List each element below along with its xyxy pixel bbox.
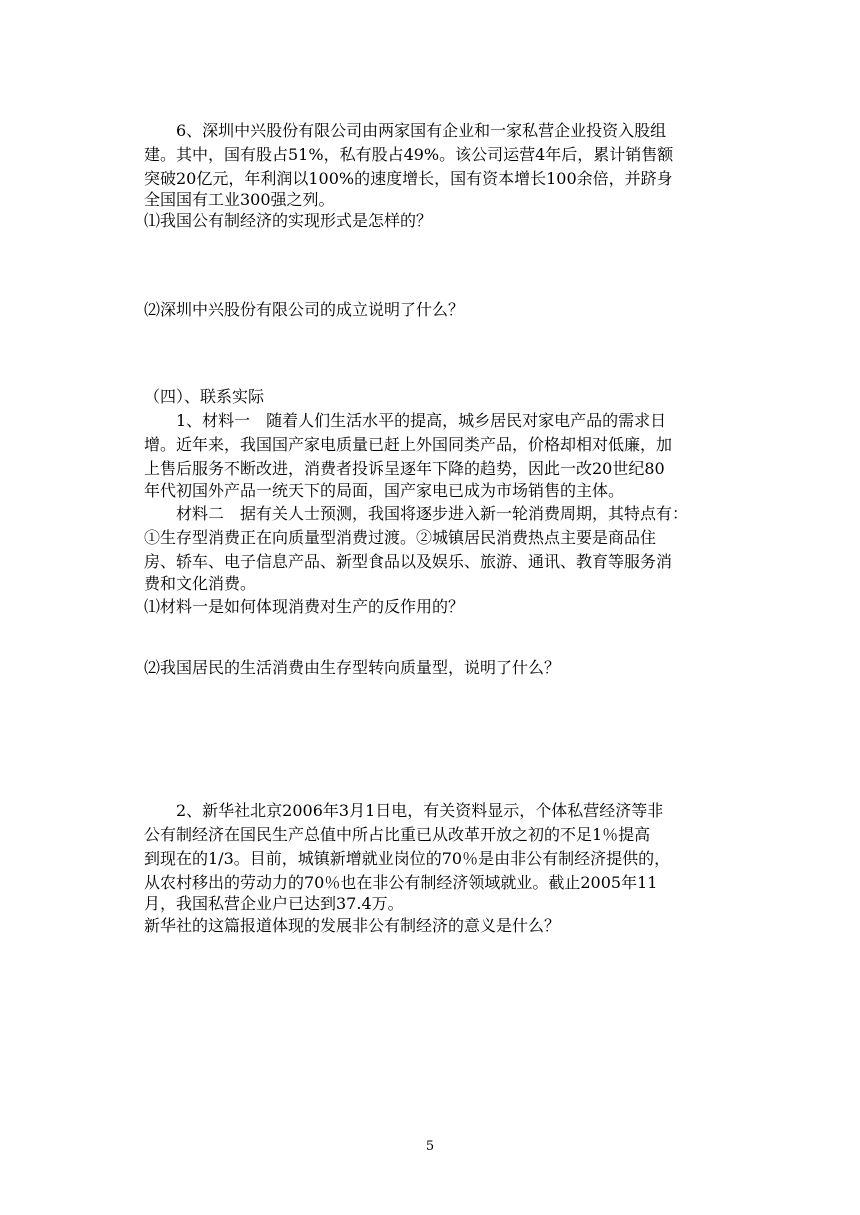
item2-line-5: 月，我国私营企业户已达到37.4万。 xyxy=(144,894,404,913)
item2-line-4: 从农村移出的劳动力的70％也在非公有制经济领域就业。截止2005年11 xyxy=(144,873,658,892)
section-heading: （四）、联系实际 xyxy=(144,387,265,406)
q6-line-1: 6、深圳中兴股份有限公司由两家国有企业和一家私营企业投资入股组 xyxy=(176,121,667,140)
item1-material2-line-3: 房、轿车、电子信息产品、新型食品以及娱乐、旅游、通讯、教育等服务消 xyxy=(144,552,673,571)
item1-subquestion-2: ⑵我国居民的生活消费由生存型转向质量型，说明了什么？ xyxy=(144,658,561,677)
item1-subquestion-1: ⑴材料一是如何体现消费对生产的反作用的？ xyxy=(144,597,465,616)
item1-material1-line-4: 年代初国外产品一统天下的局面，国产家电已成为市场销售的主体。 xyxy=(144,481,625,500)
item1-material2-line-1: 材料二 据有关人士预测，我国将逐步进入新一轮消费周期，其特点有： xyxy=(176,504,689,523)
item1-material1-line-1: 1、材料一 随着人们生活水平的提高，城乡居民对家电产品的需求日 xyxy=(176,411,667,430)
item2-line-3: 到现在的1/3。目前，城镇新增就业岗位的70％是由非公有制经济提供的， xyxy=(144,849,671,868)
item1-material2-line-4: 费和文化消费。 xyxy=(144,574,257,593)
item1-material1-line-3: 上售后服务不断改进，消费者投诉呈逐年下降的趋势，因此一改20世纪80 xyxy=(144,459,665,478)
item1-material2-line-2: ①生存型消费正在向质量型消费过渡。②城镇居民消费热点主要是商品住 xyxy=(144,528,657,547)
q6-line-4: 全国国有工业300强之列。 xyxy=(144,190,335,209)
item2-line-2: 公有制经济在国民生产总值中所占比重已从改革开放之初的不足1％提高 xyxy=(144,825,651,844)
q6-line-2: 建。其中，国有股占51%，私有股占49%。该公司运营4年后，累计销售额 xyxy=(144,145,674,164)
page-number: 5 xyxy=(425,1139,435,1154)
q6-line-3: 突破20亿元，年利润以100%的速度增长，国有资本增长100余倍，并跻身 xyxy=(144,169,673,188)
q6-subquestion-1: ⑴我国公有制经济的实现形式是怎样的？ xyxy=(144,211,433,230)
item2-question: 新华社的这篇报道体现的发展非公有制经济的意义是什么？ xyxy=(144,916,561,935)
item2-line-1: 2、新华社北京2006年3月1日电，有关资料显示，个体私营经济等非 xyxy=(176,801,664,820)
item1-material1-line-2: 增。近年来，我国国产家电质量已赶上外国同类产品，价格却相对低廉，加 xyxy=(144,435,673,454)
q6-subquestion-2: ⑵深圳中兴股份有限公司的成立说明了什么？ xyxy=(144,300,465,319)
